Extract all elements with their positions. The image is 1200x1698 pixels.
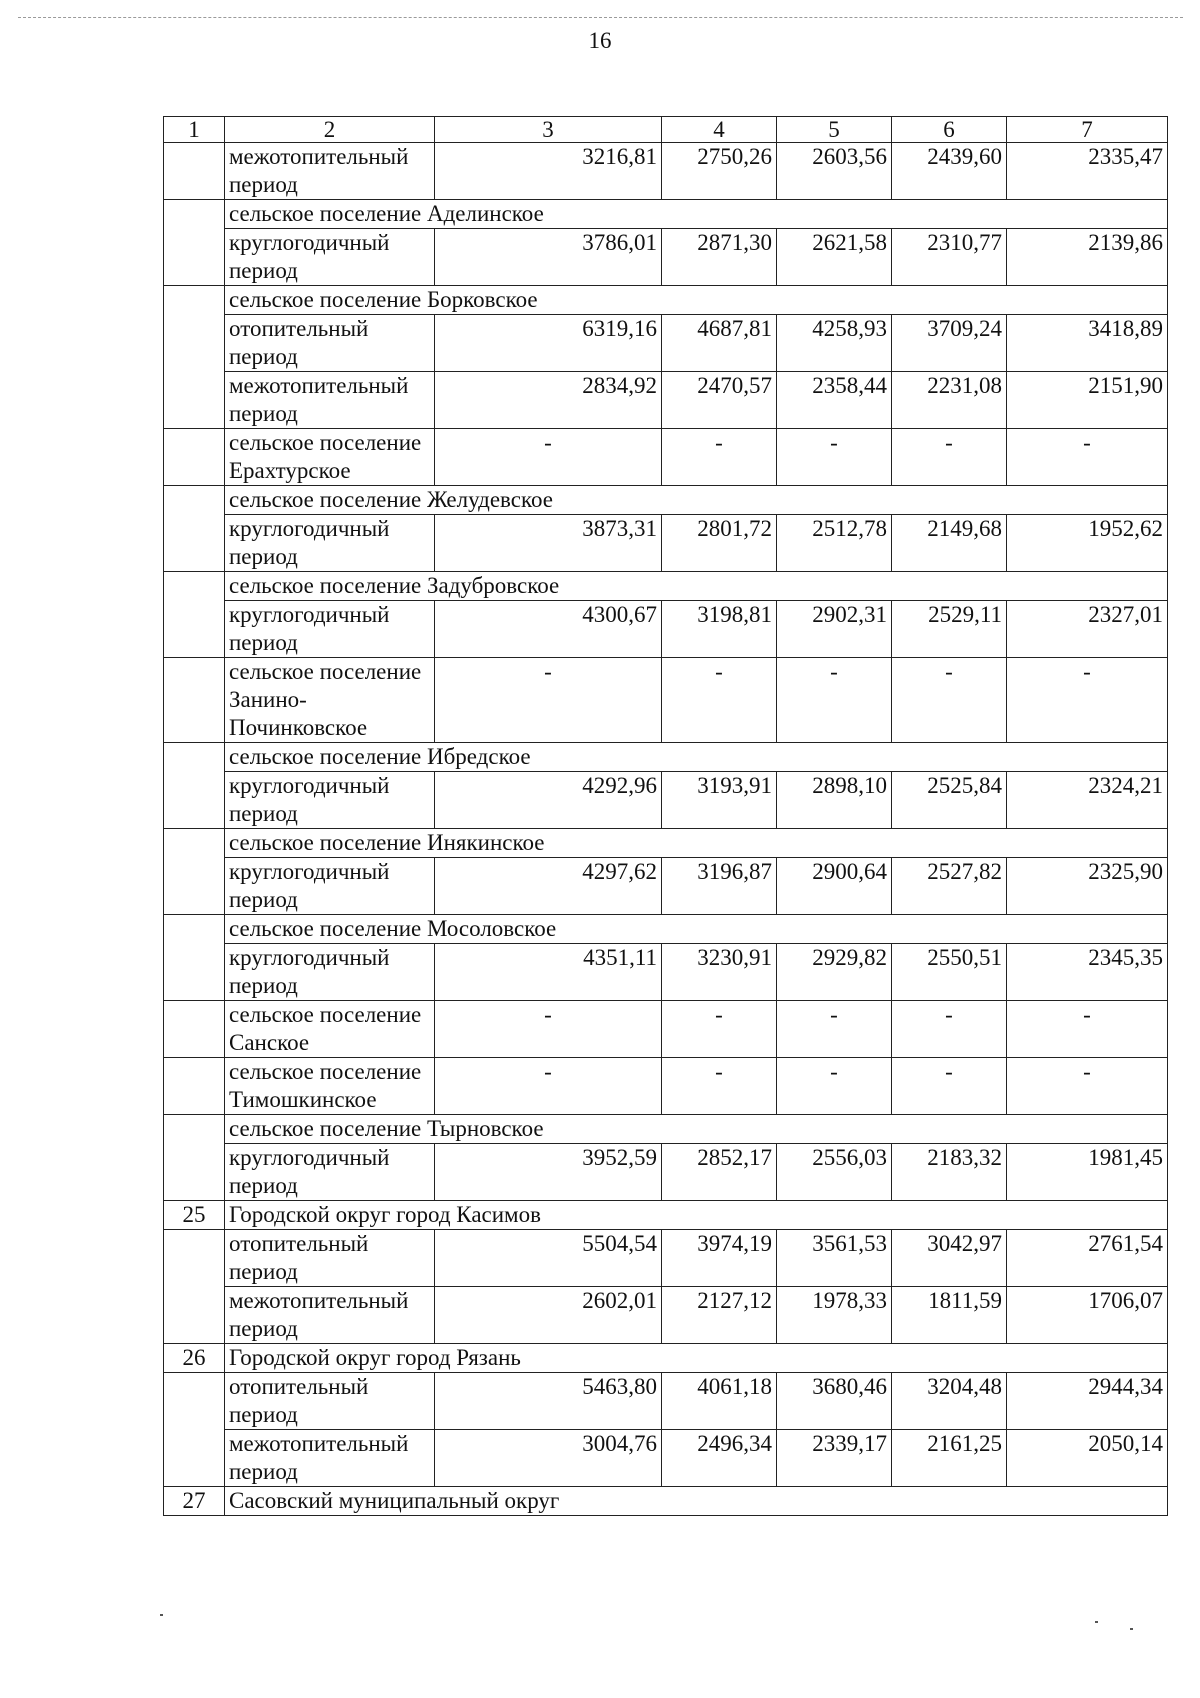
table-row — [164, 286, 1168, 315]
table-row — [164, 1201, 1168, 1230]
tariff-value: 2339,17 — [777, 1430, 892, 1487]
tariff-value: 2761,54 — [1007, 1230, 1168, 1287]
tariff-value: 1952,62 — [1007, 515, 1168, 572]
tariff-value: 4292,96 — [435, 772, 662, 829]
column-number-header: 7 — [1007, 117, 1168, 143]
table-row — [164, 486, 1168, 515]
tariff-value: 2556,03 — [777, 1144, 892, 1201]
tariff-value: 3952,59 — [435, 1144, 662, 1201]
table-row — [164, 1430, 1168, 1487]
tariff-value: 3974,19 — [662, 1230, 777, 1287]
tariff-value: 4687,81 — [662, 315, 777, 372]
column-number-header: 3 — [435, 117, 662, 143]
settlement-title: сельское поселение Инякинское — [225, 829, 1168, 858]
table-row — [164, 1230, 1168, 1287]
tariff-value: 2345,35 — [1007, 944, 1168, 1001]
table-row — [164, 1373, 1168, 1430]
tariff-value: 2149,68 — [892, 515, 1007, 572]
row-number-cell — [164, 200, 225, 286]
tariff-value: 2902,31 — [777, 601, 892, 658]
table-row — [164, 1287, 1168, 1344]
no-value-dash: - — [892, 1058, 1007, 1115]
tariff-value: 2512,78 — [777, 515, 892, 572]
tariff-value: 2231,08 — [892, 372, 1007, 429]
tariff-value: 6319,16 — [435, 315, 662, 372]
tariff-value: 2151,90 — [1007, 372, 1168, 429]
tariff-value: 1706,07 — [1007, 1287, 1168, 1344]
entity-title: Сасовский муниципальный округ — [225, 1487, 1168, 1516]
scan-speck — [1130, 1628, 1133, 1630]
no-value-dash: - — [435, 429, 662, 486]
tariff-value: 2603,56 — [777, 143, 892, 200]
no-value-dash: - — [435, 1058, 662, 1115]
tariff-value: 2900,64 — [777, 858, 892, 915]
no-value-dash: - — [1007, 658, 1168, 743]
tariff-value: 5504,54 — [435, 1230, 662, 1287]
tariff-value: 3786,01 — [435, 229, 662, 286]
column-number-header: 6 — [892, 117, 1007, 143]
tariff-value: 2621,58 — [777, 229, 892, 286]
tariff-value: 2529,11 — [892, 601, 1007, 658]
tariff-value: 2358,44 — [777, 372, 892, 429]
row-number-cell — [164, 1001, 225, 1058]
tariff-value: 2801,72 — [662, 515, 777, 572]
tariff-value: 2898,10 — [777, 772, 892, 829]
tariff-value: 3042,97 — [892, 1230, 1007, 1287]
table-row — [164, 743, 1168, 772]
tariff-value: 3873,31 — [435, 515, 662, 572]
settlement-name: сельское поселение Тимошкинское — [225, 1058, 435, 1115]
tariff-value: 2324,21 — [1007, 772, 1168, 829]
table-row — [164, 944, 1168, 1001]
settlement-name: сельское поселение Ерахтурское — [225, 429, 435, 486]
tariff-value: 2325,90 — [1007, 858, 1168, 915]
no-value-dash: - — [892, 658, 1007, 743]
period-label: круглогодичный период — [225, 601, 435, 658]
settlement-name: сельское поселение Занино-Починковское — [225, 658, 435, 743]
table-row — [164, 572, 1168, 601]
column-number-header: 4 — [662, 117, 777, 143]
table-row — [164, 229, 1168, 286]
tariff-value: 4300,67 — [435, 601, 662, 658]
settlement-title: сельское поселение Тырновское — [225, 1115, 1168, 1144]
period-label: межотопительный период — [225, 1430, 435, 1487]
table-row — [164, 1487, 1168, 1516]
column-number-header-row — [164, 117, 1168, 143]
period-label: межотопительный период — [225, 372, 435, 429]
tariff-value: 2327,01 — [1007, 601, 1168, 658]
tariff-value: 3230,91 — [662, 944, 777, 1001]
no-value-dash: - — [662, 1001, 777, 1058]
tariff-value: 4351,11 — [435, 944, 662, 1001]
tariff-value: 2602,01 — [435, 1287, 662, 1344]
table-row — [164, 429, 1168, 486]
table-row — [164, 1144, 1168, 1201]
table-row — [164, 858, 1168, 915]
table-row — [164, 372, 1168, 429]
tariff-value: 4258,93 — [777, 315, 892, 372]
tariff-value: 2139,86 — [1007, 229, 1168, 286]
column-number-header: 5 — [777, 117, 892, 143]
table-row — [164, 1344, 1168, 1373]
tariff-value: 2834,92 — [435, 372, 662, 429]
table-row — [164, 1001, 1168, 1058]
table-row — [164, 658, 1168, 743]
tariff-value: 2183,32 — [892, 1144, 1007, 1201]
row-number-cell — [164, 915, 225, 1001]
no-value-dash: - — [662, 429, 777, 486]
no-value-dash: - — [1007, 1001, 1168, 1058]
tariff-value: 4061,18 — [662, 1373, 777, 1430]
tariff-value: 2470,57 — [662, 372, 777, 429]
settlement-title: сельское поселение Задубровское — [225, 572, 1168, 601]
tariff-value: 2871,30 — [662, 229, 777, 286]
table-row — [164, 772, 1168, 829]
tariff-value: 2127,12 — [662, 1287, 777, 1344]
row-number-cell — [164, 743, 225, 829]
tariff-table-body — [164, 117, 1168, 1516]
no-value-dash: - — [662, 658, 777, 743]
entity-title: Городской округ город Рязань — [225, 1344, 1168, 1373]
no-value-dash: - — [1007, 1058, 1168, 1115]
tariff-value: 3418,89 — [1007, 315, 1168, 372]
row-number-cell — [164, 658, 225, 743]
tariff-value: 3193,91 — [662, 772, 777, 829]
tariff-value: 3680,46 — [777, 1373, 892, 1430]
tariff-value: 1811,59 — [892, 1287, 1007, 1344]
table-row — [164, 829, 1168, 858]
tariff-value: 2550,51 — [892, 944, 1007, 1001]
tariff-value: 2750,26 — [662, 143, 777, 200]
table-row — [164, 915, 1168, 944]
row-number-cell — [164, 1115, 225, 1201]
entity-title: Городской округ город Касимов — [225, 1201, 1168, 1230]
no-value-dash: - — [777, 1058, 892, 1115]
row-number-cell — [164, 829, 225, 915]
period-label: круглогодичный период — [225, 858, 435, 915]
settlement-title: сельское поселение Борковское — [225, 286, 1168, 315]
settlement-title: сельское поселение Мосоловское — [225, 915, 1168, 944]
table-row — [164, 200, 1168, 229]
tariff-value: 2944,34 — [1007, 1373, 1168, 1430]
row-number: 25 — [164, 1201, 225, 1230]
tariff-value: 3198,81 — [662, 601, 777, 658]
period-label: круглогодичный период — [225, 515, 435, 572]
row-number-cell — [164, 1058, 225, 1115]
tariff-value: 1978,33 — [777, 1287, 892, 1344]
table-row — [164, 1058, 1168, 1115]
period-label: межотопительный период — [225, 1287, 435, 1344]
period-label: круглогодичный период — [225, 1144, 435, 1201]
tariff-value: 2310,77 — [892, 229, 1007, 286]
table-row — [164, 315, 1168, 372]
page-number: 16 — [588, 28, 612, 53]
tariff-value: 3561,53 — [777, 1230, 892, 1287]
row-number-cell — [164, 572, 225, 658]
period-label: отопительный период — [225, 1373, 435, 1430]
period-label: отопительный период — [225, 315, 435, 372]
column-number-header: 2 — [225, 117, 435, 143]
table-row — [164, 1115, 1168, 1144]
tariff-value: 2525,84 — [892, 772, 1007, 829]
tariff-value: 3216,81 — [435, 143, 662, 200]
no-value-dash: - — [662, 1058, 777, 1115]
tariff-value: 2852,17 — [662, 1144, 777, 1201]
tariff-value: 4297,62 — [435, 858, 662, 915]
no-value-dash: - — [777, 429, 892, 486]
tariff-value: 2161,25 — [892, 1430, 1007, 1487]
period-label: круглогодичный период — [225, 944, 435, 1001]
row-number-cell — [164, 143, 225, 200]
no-value-dash: - — [435, 658, 662, 743]
row-number-cell — [164, 286, 225, 429]
tariff-value: 1981,45 — [1007, 1144, 1168, 1201]
settlement-name: сельское поселение Санское — [225, 1001, 435, 1058]
scan-speck — [160, 1614, 163, 1616]
no-value-dash: - — [892, 1001, 1007, 1058]
period-label: круглогодичный период — [225, 229, 435, 286]
tariff-value: 3196,87 — [662, 858, 777, 915]
row-number-cell — [164, 429, 225, 486]
tariff-value: 3004,76 — [435, 1430, 662, 1487]
tariff-value: 3204,48 — [892, 1373, 1007, 1430]
no-value-dash: - — [1007, 429, 1168, 486]
tariff-value: 2335,47 — [1007, 143, 1168, 200]
row-number-cell — [164, 1230, 225, 1344]
row-number: 27 — [164, 1487, 225, 1516]
row-number-cell — [164, 486, 225, 572]
no-value-dash: - — [435, 1001, 662, 1058]
tariff-value: 2439,60 — [892, 143, 1007, 200]
row-number-cell — [164, 1373, 225, 1487]
tariff-value: 3709,24 — [892, 315, 1007, 372]
period-label: межотопительный период — [225, 143, 435, 200]
scan-edge-line — [18, 17, 1183, 18]
column-number-header: 1 — [164, 117, 225, 143]
tariff-value: 2050,14 — [1007, 1430, 1168, 1487]
row-number: 26 — [164, 1344, 225, 1373]
tariff-value: 2527,82 — [892, 858, 1007, 915]
settlement-title: сельское поселение Ибредское — [225, 743, 1168, 772]
tariff-table — [163, 116, 1168, 1516]
period-label: круглогодичный период — [225, 772, 435, 829]
table-row — [164, 601, 1168, 658]
no-value-dash: - — [777, 1001, 892, 1058]
tariff-value: 2929,82 — [777, 944, 892, 1001]
no-value-dash: - — [892, 429, 1007, 486]
tariff-value: 5463,80 — [435, 1373, 662, 1430]
table-row — [164, 515, 1168, 572]
settlement-title: сельское поселение Желудевское — [225, 486, 1168, 515]
settlement-title: сельское поселение Аделинское — [225, 200, 1168, 229]
table-row — [164, 143, 1168, 200]
period-label: отопительный период — [225, 1230, 435, 1287]
no-value-dash: - — [777, 658, 892, 743]
scan-speck — [1095, 1621, 1098, 1623]
tariff-value: 2496,34 — [662, 1430, 777, 1487]
